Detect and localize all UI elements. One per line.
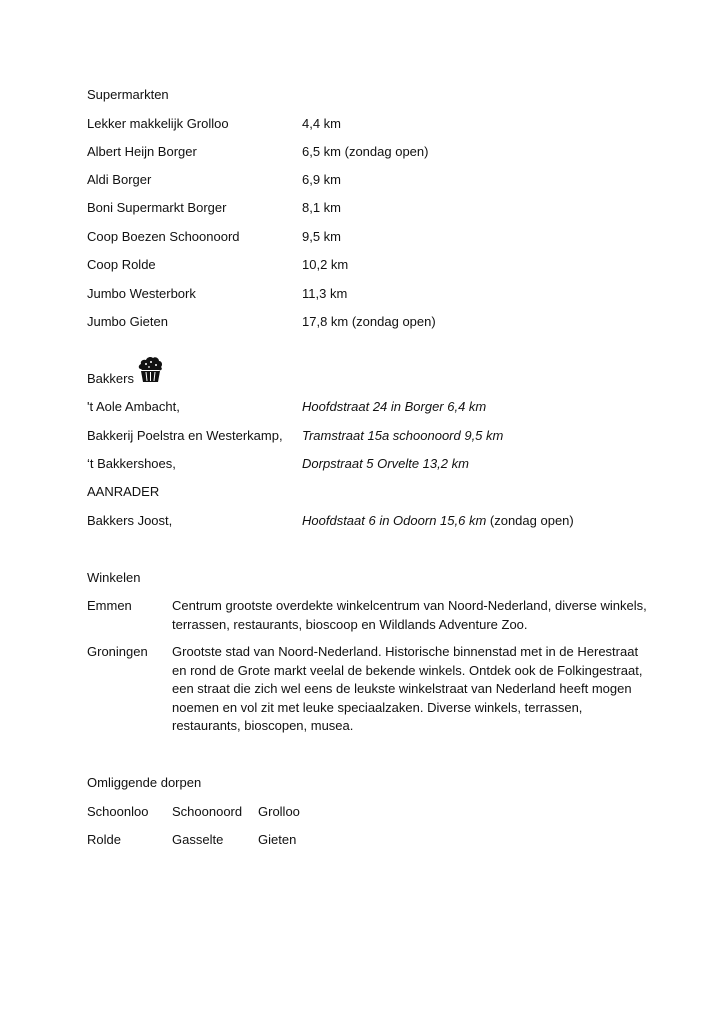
supermarket-name: Jumbo Westerbork (87, 286, 196, 301)
supermarket-distance: 9,5 km (302, 229, 342, 244)
village-name: Rolde (87, 832, 121, 847)
baker-address: Hoofdstraat 24 in Borger 6,4 km (302, 399, 487, 414)
supermarket-distance: 4,4 km (302, 116, 342, 131)
shop-city: Emmen (87, 598, 132, 613)
baker-address-line (302, 512, 574, 530)
shops-heading: Winkelen (87, 570, 141, 585)
villages-heading: Omliggende dorpen (87, 775, 202, 790)
shop-description: Centrum grootste overdekte winkelcentrum van Noord-Nederland, diverse winkels, terrassen, restaurants, bioscoop en Wildlands Adventure Zoo. (172, 598, 647, 632)
supermarket-name: Lekker makkelijk Grolloo (87, 116, 229, 131)
baker-name: 't Aole Ambacht, (87, 399, 180, 414)
shop-description: Grootste stad van Noord-Nederland. Historische binnenstad met in de Herestraat en rond de Grote markt veelal de bekende winkels. Ontdek ook de Folkingestraat, een straat die zich wel eens de leukste winkelstraat van Nederland heeft mogen noemen en vol zit met leuke speciaalzaken. Diverse winkels, terrassen, restaurants, bioscopen, musea. (172, 644, 643, 733)
supermarket-name: Coop Boezen Schoonoord (87, 229, 240, 244)
supermarket-name: Albert Heijn Borger (87, 144, 197, 159)
supermarket-distance: 17,8 km (zondag open) (302, 314, 436, 329)
baker-name: Bakkerij Poelstra en Westerkamp, (87, 428, 283, 443)
supermarket-name: Aldi Borger (87, 172, 152, 187)
village-name: Schoonloo (87, 804, 149, 819)
village-name: Grolloo (258, 804, 300, 819)
village-name: Schoonoord (172, 804, 243, 819)
supermarket-name: Coop Rolde (87, 257, 156, 272)
baker-address: Dorpstraat 5 Orvelte 13,2 km (302, 456, 469, 471)
supermarkets-heading: Supermarkten (87, 87, 169, 102)
supermarket-name: Jumbo Gieten (87, 314, 168, 329)
village-name: Gieten (258, 832, 297, 847)
baker-note: (zondag open) (486, 513, 574, 528)
baker-address: Tramstraat 15a schoonoord 9,5 km (302, 428, 504, 443)
recommend-label: AANRADER (87, 484, 160, 499)
supermarket-distance: 8,1 km (302, 200, 342, 215)
supermarket-distance: 10,2 km (302, 257, 349, 272)
baker-name: Bakkers Joost, (87, 513, 173, 528)
supermarket-distance: 6,9 km (302, 172, 342, 187)
bakers-heading: Bakkers (87, 371, 134, 386)
supermarket-name: Boni Supermarkt Borger (87, 200, 227, 215)
cupcake-icon (137, 355, 164, 385)
shop-city: Groningen (87, 644, 148, 659)
baker-address: Hoofdstaat 6 in Odoorn 15,6 km (302, 513, 487, 528)
village-name: Gasselte (172, 832, 224, 847)
supermarket-distance: 6,5 km (zondag open) (302, 144, 429, 159)
supermarket-distance: 11,3 km (302, 286, 348, 301)
baker-name: ‘t Bakkershoes, (87, 456, 176, 471)
